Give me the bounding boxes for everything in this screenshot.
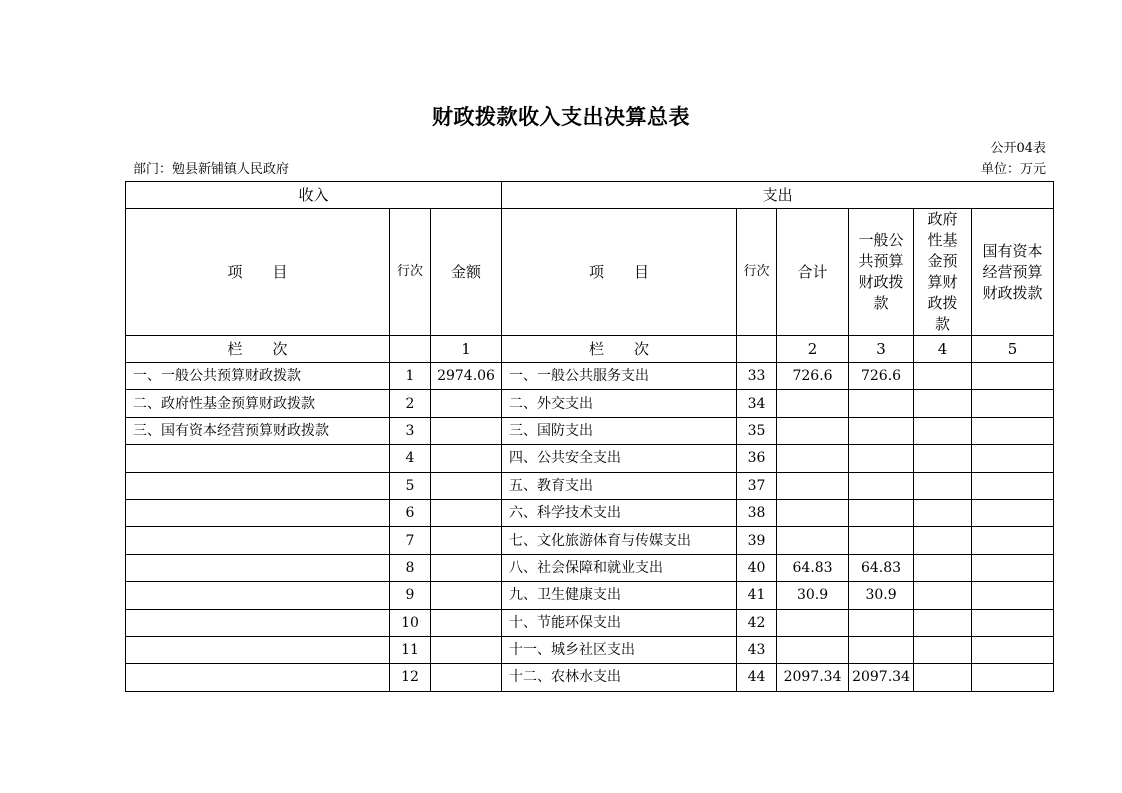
expense-line-index bbox=[737, 336, 777, 363]
expense-line-cell: 35 bbox=[737, 417, 777, 444]
state-capital-cell bbox=[972, 363, 1054, 390]
income-amount-cell bbox=[431, 417, 502, 444]
general-budget-cell: 2097.34 bbox=[849, 664, 914, 691]
income-line-cell: 4 bbox=[390, 445, 431, 472]
gov-fund-cell bbox=[914, 472, 972, 499]
general-budget-cell: 726.6 bbox=[849, 363, 914, 390]
expense-line-header: 行次 bbox=[737, 209, 777, 336]
total-cell: 64.83 bbox=[777, 554, 849, 581]
general-budget-cell bbox=[849, 390, 914, 417]
income-line-cell: 8 bbox=[390, 554, 431, 581]
general-budget-cell bbox=[849, 445, 914, 472]
column-header-row bbox=[126, 209, 1054, 336]
general-budget-cell: 64.83 bbox=[849, 554, 914, 581]
income-item-cell bbox=[126, 582, 390, 609]
table-row bbox=[126, 582, 1054, 609]
table-row bbox=[126, 664, 1054, 691]
total-cell bbox=[777, 445, 849, 472]
income-item-cell bbox=[126, 636, 390, 663]
expense-item-cell: 九、卫生健康支出 bbox=[502, 582, 737, 609]
state-capital-cell bbox=[972, 527, 1054, 554]
income-section-header: 收入 bbox=[126, 182, 502, 209]
expense-item-cell: 五、教育支出 bbox=[502, 472, 737, 499]
income-line-cell: 1 bbox=[390, 363, 431, 390]
state-capital-cell bbox=[972, 499, 1054, 526]
state-capital-cell bbox=[972, 664, 1054, 691]
gov-fund-cell bbox=[914, 554, 972, 581]
gov-fund-cell bbox=[914, 582, 972, 609]
table-row bbox=[126, 445, 1054, 472]
income-amount-cell bbox=[431, 445, 502, 472]
department-label: 部门：勉县新铺镇人民政府 bbox=[133, 162, 290, 177]
expense-line-cell: 36 bbox=[737, 445, 777, 472]
expense-item-cell: 十一、城乡社区支出 bbox=[502, 636, 737, 663]
state-capital-cell bbox=[972, 609, 1054, 636]
gov-fund-cell bbox=[914, 499, 972, 526]
income-line-cell: 6 bbox=[390, 499, 431, 526]
table-row bbox=[126, 472, 1054, 499]
income-amount-cell bbox=[431, 609, 502, 636]
expense-line-cell: 39 bbox=[737, 527, 777, 554]
expense-line-cell: 43 bbox=[737, 636, 777, 663]
total-cell bbox=[777, 417, 849, 444]
expense-item-cell: 八、社会保障和就业支出 bbox=[502, 554, 737, 581]
income-line-cell: 3 bbox=[390, 417, 431, 444]
gov-fund-cell bbox=[914, 527, 972, 554]
gov-fund-header: 政府性基金预算财政拨款 bbox=[927, 210, 958, 333]
expense-item-cell: 十二、农林水支出 bbox=[502, 664, 737, 691]
total-cell: 726.6 bbox=[777, 363, 849, 390]
income-item-cell: 三、国有资本经营预算财政拨款 bbox=[126, 417, 390, 444]
expense-line-cell: 34 bbox=[737, 390, 777, 417]
state-capital-index: 5 bbox=[972, 336, 1054, 363]
income-amount-cell bbox=[431, 582, 502, 609]
income-amount-cell bbox=[431, 636, 502, 663]
expense-item-header: 项 目 bbox=[502, 209, 737, 336]
expense-line-cell: 44 bbox=[737, 664, 777, 691]
state-capital-cell bbox=[972, 445, 1054, 472]
total-cell bbox=[777, 636, 849, 663]
income-amount-cell bbox=[431, 554, 502, 581]
expense-item-cell: 六、科学技术支出 bbox=[502, 499, 737, 526]
general-budget-cell bbox=[849, 417, 914, 444]
general-budget-cell bbox=[849, 499, 914, 526]
gov-fund-cell bbox=[914, 390, 972, 417]
gov-fund-cell bbox=[914, 609, 972, 636]
income-amount-cell bbox=[431, 390, 502, 417]
form-number: 公开04表 bbox=[990, 141, 1046, 156]
income-amount-index: 1 bbox=[431, 336, 502, 363]
total-header: 合计 bbox=[777, 209, 849, 336]
general-budget-cell bbox=[849, 472, 914, 499]
table-row bbox=[126, 636, 1054, 663]
state-capital-cell bbox=[972, 636, 1054, 663]
expense-line-cell: 41 bbox=[737, 582, 777, 609]
state-capital-cell bbox=[972, 582, 1054, 609]
table-row bbox=[126, 363, 1054, 390]
income-amount-cell bbox=[431, 664, 502, 691]
general-budget-header: 一般公共预算财政拨款 bbox=[858, 231, 904, 312]
income-index-label: 栏 次 bbox=[126, 336, 390, 363]
total-cell bbox=[777, 390, 849, 417]
income-item-cell bbox=[126, 554, 390, 581]
table-row bbox=[126, 417, 1054, 444]
income-amount-cell bbox=[431, 472, 502, 499]
gov-fund-cell bbox=[914, 363, 972, 390]
table-row bbox=[126, 554, 1054, 581]
expense-line-cell: 33 bbox=[737, 363, 777, 390]
table-row bbox=[126, 499, 1054, 526]
expense-item-cell: 二、外交支出 bbox=[502, 390, 737, 417]
total-cell bbox=[777, 499, 849, 526]
general-budget-header-cell bbox=[849, 209, 914, 336]
total-cell bbox=[777, 472, 849, 499]
income-amount-cell bbox=[431, 499, 502, 526]
income-item-cell bbox=[126, 499, 390, 526]
state-capital-cell bbox=[972, 390, 1054, 417]
general-budget-cell bbox=[849, 609, 914, 636]
column-index-row bbox=[126, 336, 1054, 363]
income-item-cell bbox=[126, 664, 390, 691]
total-cell: 2097.34 bbox=[777, 664, 849, 691]
table-row bbox=[126, 527, 1054, 554]
gov-fund-cell bbox=[914, 417, 972, 444]
income-item-cell bbox=[126, 609, 390, 636]
income-line-header: 行次 bbox=[390, 209, 431, 336]
table-body bbox=[126, 363, 1054, 692]
state-capital-header-cell bbox=[972, 209, 1054, 336]
unit-label: 单位：万元 bbox=[980, 162, 1046, 177]
income-line-cell: 2 bbox=[390, 390, 431, 417]
expense-item-cell: 七、文化旅游体育与传媒支出 bbox=[502, 527, 737, 554]
page-title: 财政拨款收入支出决算总表 bbox=[432, 104, 690, 129]
expense-item-cell: 一、一般公共服务支出 bbox=[502, 363, 737, 390]
table-row bbox=[126, 390, 1054, 417]
total-cell bbox=[777, 609, 849, 636]
expense-line-cell: 42 bbox=[737, 609, 777, 636]
expense-line-cell: 38 bbox=[737, 499, 777, 526]
income-item-cell bbox=[126, 472, 390, 499]
income-line-cell: 11 bbox=[390, 636, 431, 663]
gov-fund-cell bbox=[914, 664, 972, 691]
income-amount-cell bbox=[431, 527, 502, 554]
income-line-index bbox=[390, 336, 431, 363]
section-header-row bbox=[126, 182, 1054, 209]
state-capital-cell bbox=[972, 554, 1054, 581]
expense-item-cell: 四、公共安全支出 bbox=[502, 445, 737, 472]
gov-fund-index: 4 bbox=[914, 336, 972, 363]
gov-fund-header-cell bbox=[914, 209, 972, 336]
income-line-cell: 9 bbox=[390, 582, 431, 609]
state-capital-cell bbox=[972, 417, 1054, 444]
general-budget-cell bbox=[849, 636, 914, 663]
income-item-cell: 二、政府性基金预算财政拨款 bbox=[126, 390, 390, 417]
expense-line-cell: 37 bbox=[737, 472, 777, 499]
gov-fund-cell bbox=[914, 636, 972, 663]
appropriation-summary-table bbox=[125, 181, 1054, 692]
income-item-cell bbox=[126, 527, 390, 554]
expense-item-cell: 三、国防支出 bbox=[502, 417, 737, 444]
state-capital-cell bbox=[972, 472, 1054, 499]
income-item-header: 项 目 bbox=[126, 209, 390, 336]
income-amount-header: 金额 bbox=[431, 209, 502, 336]
expense-index-label: 栏 次 bbox=[502, 336, 737, 363]
expense-line-cell: 40 bbox=[737, 554, 777, 581]
total-index: 2 bbox=[777, 336, 849, 363]
state-capital-header: 国有资本经营预算财政拨款 bbox=[982, 241, 1043, 302]
income-line-cell: 7 bbox=[390, 527, 431, 554]
general-budget-index: 3 bbox=[849, 336, 914, 363]
income-line-cell: 10 bbox=[390, 609, 431, 636]
income-line-cell: 12 bbox=[390, 664, 431, 691]
expense-item-cell: 十、节能环保支出 bbox=[502, 609, 737, 636]
total-cell: 30.9 bbox=[777, 582, 849, 609]
general-budget-cell: 30.9 bbox=[849, 582, 914, 609]
income-amount-cell: 2974.06 bbox=[431, 363, 502, 390]
income-item-cell: 一、一般公共预算财政拨款 bbox=[126, 363, 390, 390]
general-budget-cell bbox=[849, 527, 914, 554]
gov-fund-cell bbox=[914, 445, 972, 472]
expense-section-header: 支出 bbox=[502, 182, 1054, 209]
income-line-cell: 5 bbox=[390, 472, 431, 499]
table-row bbox=[126, 609, 1054, 636]
total-cell bbox=[777, 527, 849, 554]
income-item-cell bbox=[126, 445, 390, 472]
